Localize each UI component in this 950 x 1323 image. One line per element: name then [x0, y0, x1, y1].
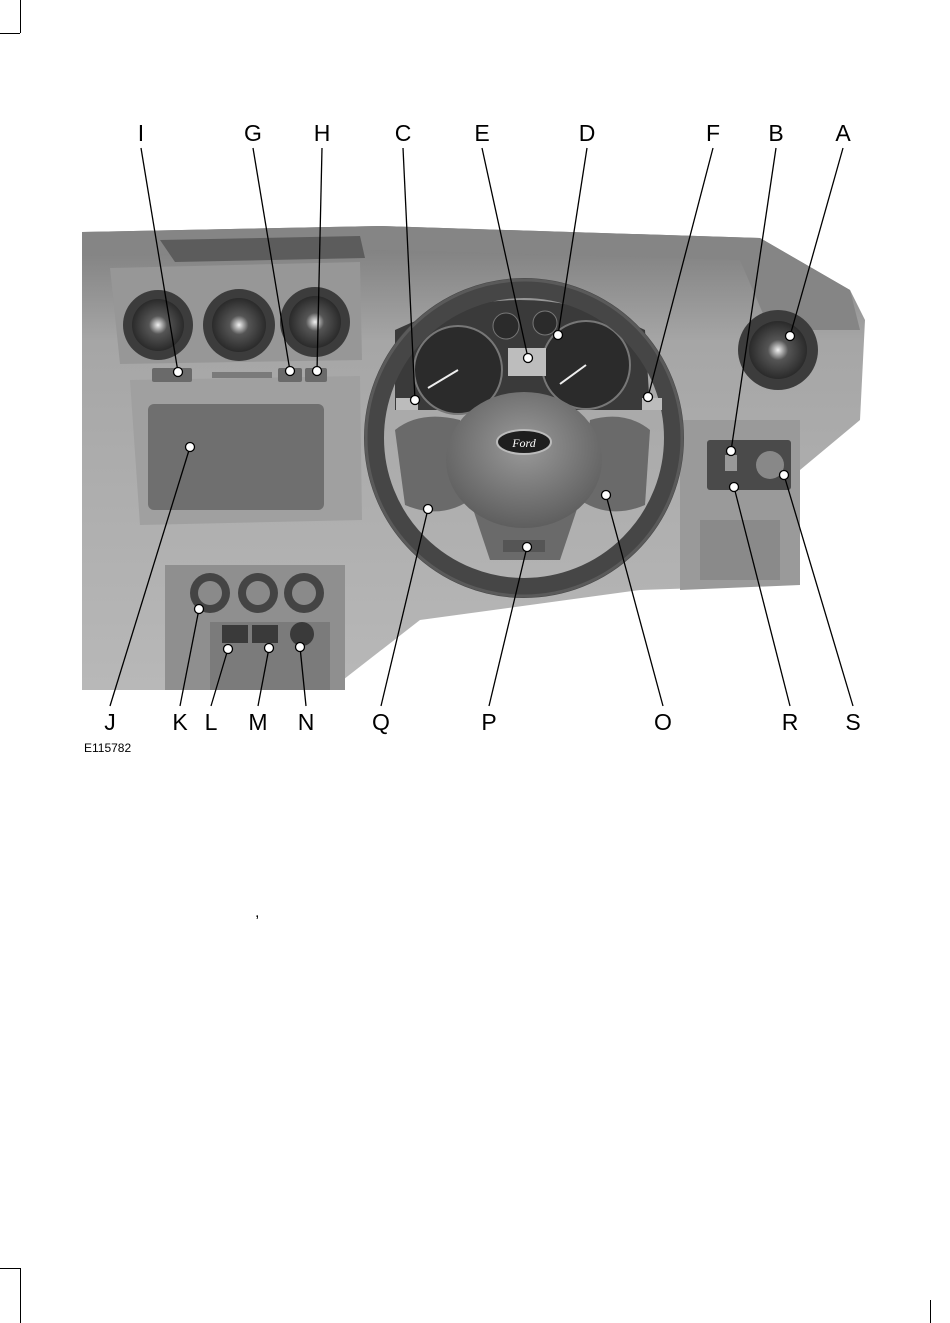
- callout-e: E: [474, 120, 490, 146]
- callout-p: P: [481, 709, 497, 735]
- stray-mark: ,: [255, 904, 260, 921]
- callout-d: D: [578, 120, 596, 146]
- callout-j: J: [104, 709, 116, 735]
- crop-mark-bottom-left-h: [0, 1268, 20, 1269]
- callout-s: S: [845, 709, 861, 735]
- callout-f: F: [705, 120, 721, 146]
- callout-o: O: [654, 709, 672, 735]
- callout-k: K: [172, 709, 188, 735]
- crop-mark-bottom-left-v: [20, 1268, 21, 1323]
- figure-id: E115782: [84, 741, 132, 755]
- callout-m: M: [248, 709, 268, 735]
- callout-b: B: [768, 120, 784, 146]
- callout-c: C: [394, 120, 412, 146]
- callout-l: L: [204, 709, 218, 735]
- callout-g: G: [244, 120, 262, 146]
- crop-mark-bottom-right-v: [930, 1300, 931, 1323]
- callout-i: I: [137, 120, 145, 146]
- callout-n: N: [297, 709, 315, 735]
- callout-h: H: [313, 120, 331, 146]
- ford-logo: Ford: [512, 436, 536, 450]
- storage-compartment: [148, 404, 324, 510]
- callout-q: Q: [372, 709, 390, 735]
- callout-r: R: [781, 709, 799, 735]
- lighting-control-panel: [707, 440, 791, 490]
- left-air-vents: [123, 287, 350, 361]
- callout-a: A: [835, 120, 851, 146]
